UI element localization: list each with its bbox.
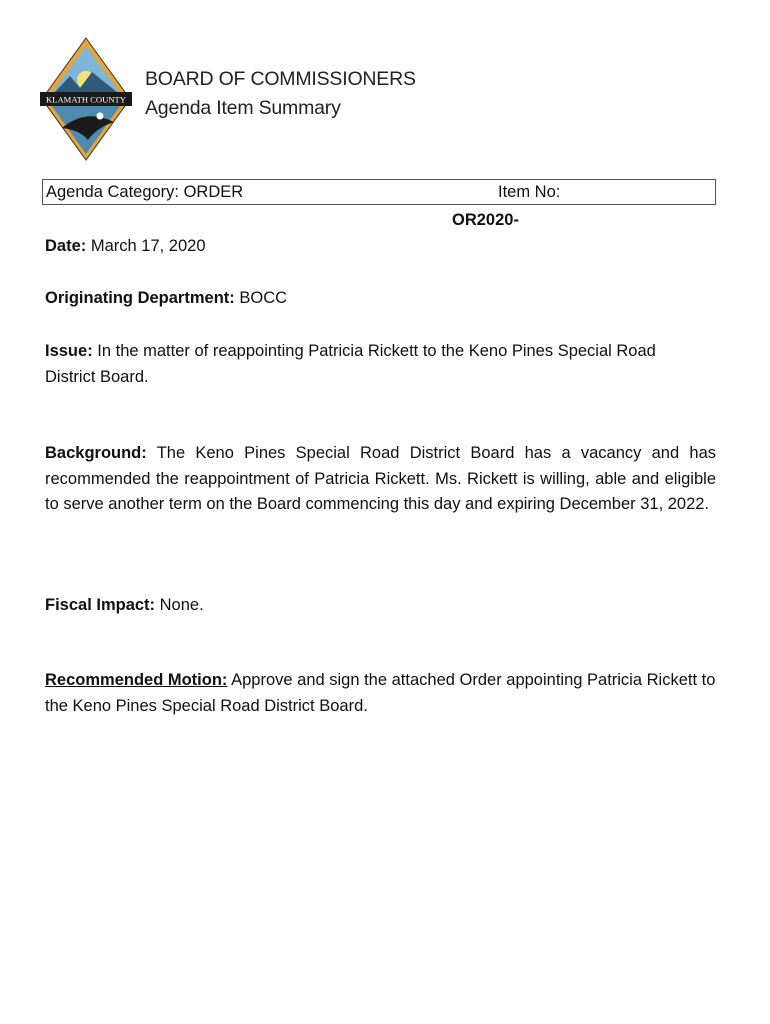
fiscal-impact-label: Fiscal Impact:: [45, 596, 156, 614]
item-no-value: OR2020-: [452, 211, 519, 229]
fiscal-impact-value: None.: [155, 596, 204, 614]
summary-subtitle: Agenda Item Summary: [145, 97, 341, 119]
fiscal-impact-line: [45, 593, 716, 619]
recommended-motion-paragraph: [45, 668, 716, 719]
logo-text: KLAMATH COUNTY: [46, 94, 126, 105]
department-value: BOCC: [234, 289, 288, 307]
background-label: Background:: [45, 444, 147, 462]
board-title: BOARD OF COMMISSIONERS: [145, 68, 416, 90]
department-label: Originating Department:: [45, 289, 235, 307]
issue-paragraph: [45, 339, 685, 390]
date-value: March 17, 2020: [86, 237, 206, 255]
recommended-motion-value: Approve and sign the attached Order appointing Patricia Rickett to the Keno Pines Special Road District Board.: [45, 671, 716, 715]
department-line: [45, 286, 716, 312]
date-label: Date:: [45, 237, 87, 255]
issue-label: Issue:: [45, 342, 93, 360]
date-line: [45, 234, 716, 260]
recommended-motion-label: Recommended Motion:: [45, 671, 228, 689]
klamath-county-logo: [40, 36, 132, 162]
agenda-category: Agenda Category: ORDER: [46, 183, 244, 201]
item-no-label: Item No:: [498, 183, 561, 201]
background-value: The Keno Pines Special Road District Board has a vacancy and has recommended the reappointment of Patricia Rickett. Ms. Rickett is willing, able and eligible to serve another term on the Board commencing this day and expiring December 31, 2022.: [45, 444, 716, 513]
background-paragraph: [45, 441, 716, 518]
issue-value: In the matter of reappointing Patricia Rickett to the Keno Pines Special Road District Board.: [45, 342, 656, 386]
agenda-category-box: [42, 179, 716, 205]
